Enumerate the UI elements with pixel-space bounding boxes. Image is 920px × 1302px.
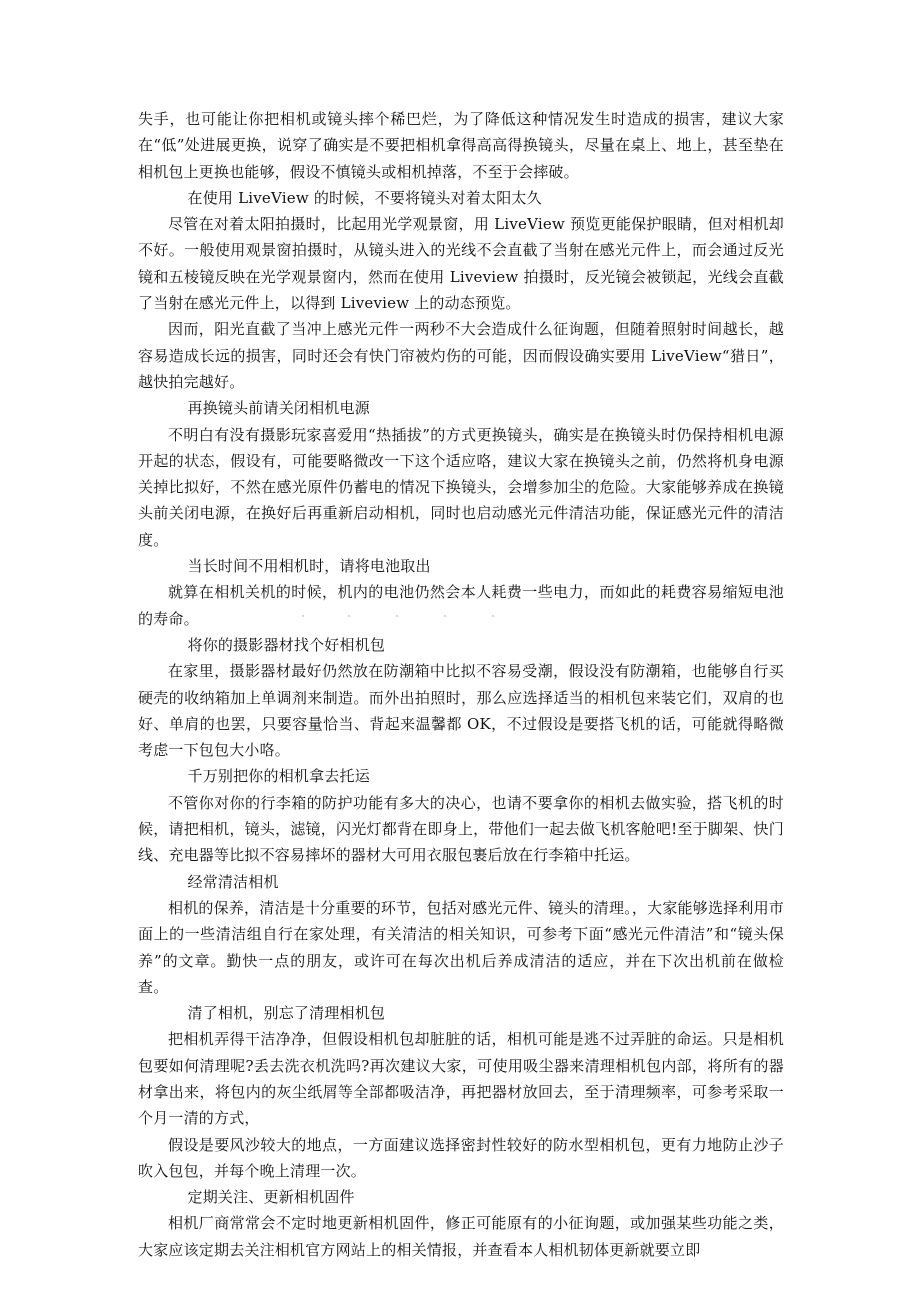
heading-clean-bag: 清了相机，别忘了清理相机包 — [187, 1004, 386, 1023]
heading-no-checkin: 千万别把你的相机拿去托运 — [187, 767, 370, 786]
document-body — [138, 106, 784, 1263]
paragraph-clean-bag-1: 把相机弄得干洁净净，但假设相机包却脏脏的话，相机可能是逃不过弄脏的命运。只是相机包要如何清理呢?丢去洗衣机洗吗?再次建议大家，可使用吸尘器来清理相机包内部，将所有的器材拿出来，将包内的灰尘纸屑等全部都吸洁净，再把器材放回去，至于清理频率，可参考采取一个月一清的方式， — [138, 1030, 784, 1128]
heading-clean-camera: 经常清洁相机 — [187, 872, 279, 891]
paragraph-liveview-2: 因而，阳光直截了当冲上感光元件一两秒不大会造成什么征询题，但随着照射时间越长，越容易造成长远的损害，同时还会有快门帘被灼伤的可能，因而假设确实要用 LiveView“猎日”，越快拍完越好。 — [138, 320, 784, 391]
heading-firmware: 定期关注、更新相机固件 — [187, 1188, 355, 1207]
paragraph-firmware: 相机厂商常常会不定时地更新相机固件，修正可能原有的小征询题，或加强某些功能之类，大家应该定期去关注相机官方网站上的相关情报，并查看本人相机韧体更新就要立即 — [138, 1214, 784, 1259]
paragraph-clean-bag-2: 假设是要风沙较大的地点，一方面建议选择密封性较好的防水型相机包，更有力地防止沙子吹入包包，并每个晚上清理一次。 — [138, 1135, 784, 1180]
paragraph-camera-bag: 在家里，摄影器材最好仍然放在防潮箱中比拟不容易受潮，假设没有防潮箱，也能够自行买硬壳的收纳箱加上单调剂来制造。而外出拍照时，那么应选择适当的相机包来装它们，双肩的也好、单肩的也罢，只要容量恰当、背起来温馨都 OK，不过假设是要搭飞机的话，可能就得略微考虑一下包包大小咯。 — [138, 662, 784, 760]
heading-liveview-sun: 在使用 LiveView 的时候，不要将镜头对着太阳太久 — [187, 188, 542, 207]
paragraph-battery: 就算在相机关机的时候，机内的电池仍然会本人耗费一些电力，而如此的耗费容易缩短电池的寿命。 — [138, 583, 784, 628]
paragraph-power-off: 不明白有没有摄影玩家喜爱用“热插拔”的方式更换镜头，确实是在换镜头时仍保持相机电源开起的状态，假设有，可能要略微改一下这个适应咯，建议大家在换镜头之前，仍然将机身电源关掉比拟好，不然在感光原件仍蓄电的情况下换镜头，会增参加尘的危险。大家能够养成在换镜头前关闭电源，在换好后再重新启动相机，同时也启动感光元件清洁功能，保证感光元件的清洁度。 — [138, 425, 784, 549]
heading-camera-bag: 将你的摄影器材找个好相机包 — [187, 635, 386, 654]
paragraph-liveview-1: 尽管在对着太阳拍摄时，比起用光学观景窗，用 LiveView 预览更能保护眼睛，但对相机却不好。一般使用观景窗拍摄时，从镜头进入的光线不会直截了当射在感光元件上，而会通过反光镜和五棱镜反映在光学观景窗内，然而在使用 Liveview 拍摄时，反光镜会被锁起，光线会直截了当射在感光元件上，以得到 Liveview 上的动态预览。 — [138, 215, 784, 313]
paragraph-no-checkin: 不管你对你的行李箱的防护功能有多大的决心，也请不要拿你的相机去做实验，搭飞机的时候，请把相机，镜头，滤镜，闪光灯都背在即身上，带他们一起去做飞机客舱吧!至于脚架、快门线、充电器等比拟不容易摔坏的器材大可用衣服包裹后放在行李箱中托运。 — [138, 793, 784, 865]
heading-power-off: 再换镜头前请关闭相机电源 — [187, 399, 370, 418]
paragraph-camera-drop: 失手，也可能让你把相机或镜头摔个稀巴烂，为了降低这种情况发生时造成的损害，建议大家在“低”处进展更换，说穿了确实是不要把相机拿得高高得换镜头，尽量在桌上、地上，甚至垫在相机包上更换也能够，假设不慎镜头或相机掉落，不至于会摔破。 — [138, 110, 784, 181]
paragraph-clean-camera: 相机的保养，清洁是十分重要的环节，包括对感光元件、镜头的清理。，大家能够选择利用市面上的一些清洁组自行在家处理，有关清洁的相关知识，可参考下面“感光元件清洁”和“镜头保养”的文章。勤快一点的朋友，或许可在每次出机后养成清洁的适应，并在下次出机前在做检查。 — [138, 898, 784, 996]
heading-battery: 当长时间不用相机时，请将电池取出 — [187, 557, 431, 576]
